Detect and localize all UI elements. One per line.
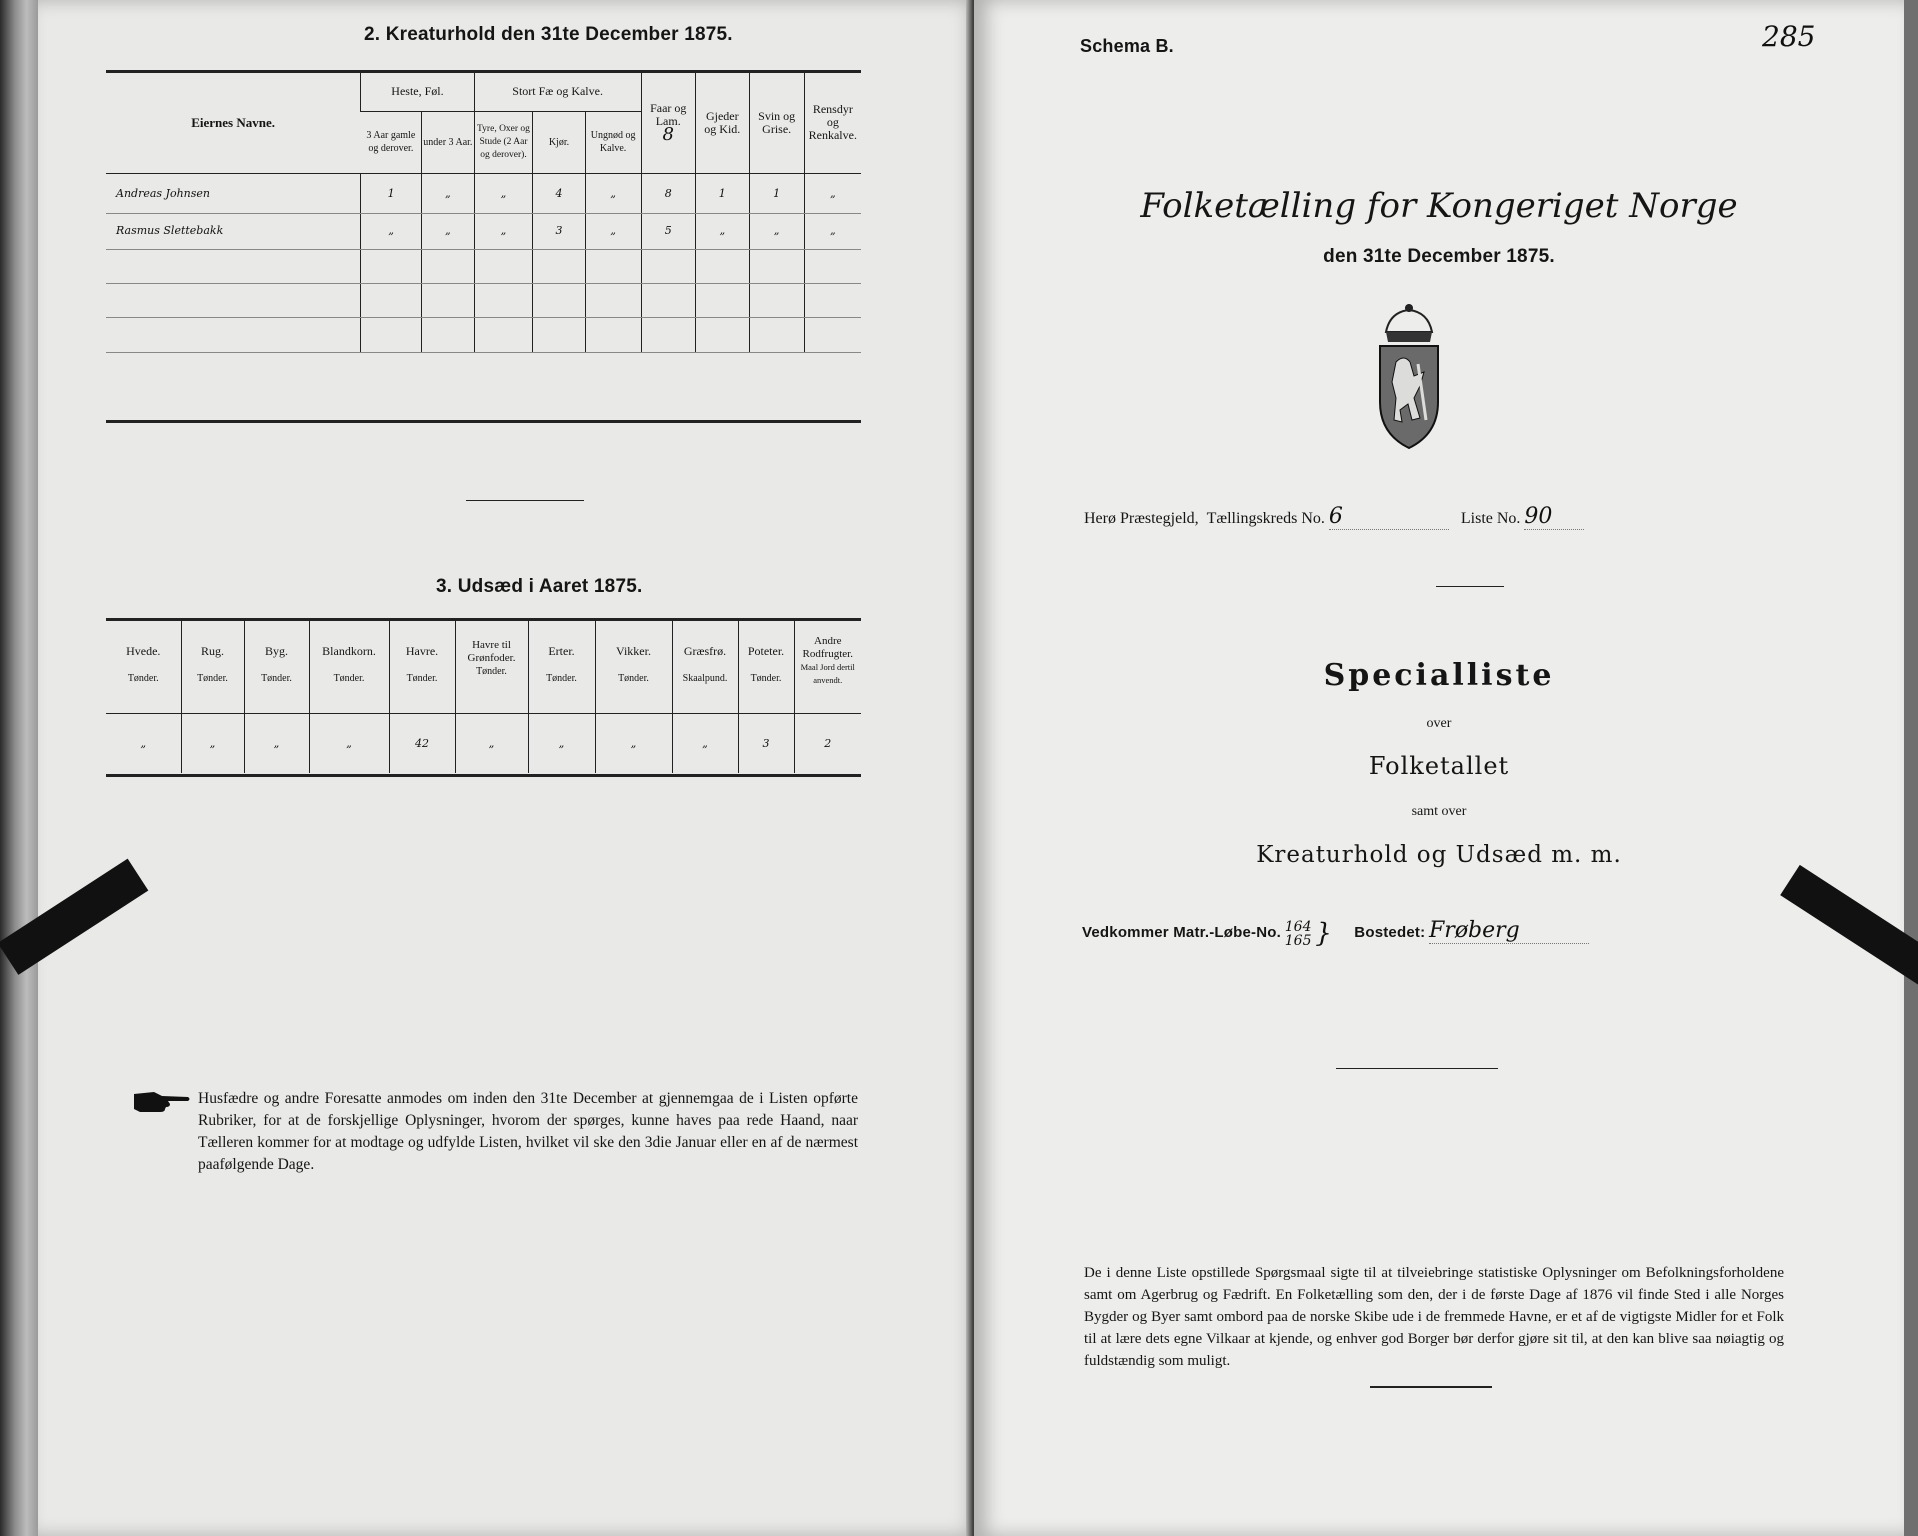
horses-young-header: under 3 Aar. (421, 111, 474, 173)
separator-line (466, 500, 584, 501)
parish-suffix: Præstegjeld, (1119, 510, 1199, 527)
cell: „ (474, 213, 533, 249)
table-row (106, 213, 861, 249)
coat-of-arms-icon (1370, 302, 1448, 450)
horses-header: Heste, Føl. (361, 73, 474, 111)
cell: „ (361, 213, 422, 249)
table-row (106, 173, 861, 213)
cell: „ (804, 173, 861, 213)
matr-numbers: 164 165 (1284, 918, 1312, 949)
cell: „ (672, 713, 738, 773)
mixed-grain-header: Blandkorn. Tønder. (309, 621, 389, 713)
sowing-header-row (106, 621, 861, 713)
bosted-label: Bostedet: (1354, 924, 1426, 941)
page-number: 285 (1762, 20, 1816, 53)
kreaturhold-label: Kreaturhold og Udsæd m. m. (1256, 842, 1622, 868)
cell: „ (421, 213, 474, 249)
oats-header: Havre. Tønder. (389, 621, 455, 713)
cell: „ (695, 213, 749, 249)
cell: „ (474, 173, 533, 213)
document-title: Folketælling for Kongeriget Norge (1140, 186, 1738, 226)
potatoes-header: Poteter. Tønder. (738, 621, 794, 713)
sowing-bottom-rule (106, 774, 861, 777)
row-line (106, 352, 861, 353)
table-row (106, 319, 861, 353)
cell: 1 (749, 173, 804, 213)
district-number: 6 (1329, 504, 1449, 530)
peas-header: Erter. Tønder. (528, 621, 595, 713)
cell: 3 (738, 713, 794, 773)
cell: „ (181, 713, 244, 773)
owner-name: Andreas Johnsen (116, 186, 210, 200)
cell: „ (528, 713, 595, 773)
barley-header: Byg. Tønder. (244, 621, 309, 713)
left-page (38, 0, 980, 1536)
sowing-table (106, 621, 861, 773)
list-label: Liste No. (1460, 510, 1521, 527)
cattle-header: Stort Fæ og Kalve. (474, 73, 641, 111)
wheat-header: Hvede. Tønder. (106, 621, 181, 713)
parish-line (1084, 504, 1584, 530)
pointing-hand-icon (132, 1088, 192, 1114)
cell: 4 (533, 173, 585, 213)
cell: „ (309, 713, 389, 773)
row-line (106, 317, 861, 318)
cell: 3 (533, 213, 585, 249)
goats-header: Gjeder og Kid. (695, 73, 749, 173)
sowing-section-title: 3. Udsæd i Aaret 1875. (436, 576, 643, 597)
row-line (106, 249, 861, 250)
cell: 2 (794, 713, 861, 773)
sowing-values-row (106, 713, 861, 773)
owner-column-header: Eiernes Navne. (106, 73, 361, 173)
separator-line (1436, 586, 1504, 587)
list-number: 90 (1524, 504, 1584, 530)
folketallet-label: Folketallet (1368, 752, 1510, 780)
reindeer-header: Rensdyr og Renkalve. (804, 73, 861, 173)
table-row (106, 285, 861, 319)
bosted-value: Frøberg (1429, 918, 1589, 944)
date-line: den 31te December 1875. (1323, 246, 1555, 267)
book-edge (0, 0, 38, 1536)
owner-name: Rasmus Slettebakk (116, 224, 224, 238)
table-bottom-rule (106, 420, 861, 423)
cell: „ (804, 213, 861, 249)
cell: 1 (695, 173, 749, 213)
grass-seed-header: Græsfrø. Skaalpund. (672, 621, 738, 713)
matr-label: Vedkommer Matr.-Løbe-No. (1082, 924, 1282, 941)
cell: „ (421, 173, 474, 213)
brace: } (1315, 918, 1332, 949)
samt-over-label: samt over (1411, 804, 1467, 819)
bulls-header: Tyre, Oxer og Stude (2 Aar og derover). (474, 111, 533, 173)
green-oats-header: Havre til Grønfoder. Tønder. (455, 621, 528, 713)
cell: 8 (641, 173, 695, 213)
pigs-header: Svin og Grise. (749, 73, 804, 173)
separator-line (1370, 1386, 1492, 1388)
cell: 42 (389, 713, 455, 773)
cell: „ (749, 213, 804, 249)
cell: „ (244, 713, 309, 773)
sheep-header: Faar og Lam. 8 (641, 73, 695, 173)
cell: „ (585, 213, 641, 249)
row-line (106, 283, 861, 284)
cell: „ (595, 713, 672, 773)
table-row (106, 249, 861, 285)
separator-line (1336, 1068, 1498, 1069)
cell: 1 (361, 173, 422, 213)
schema-label: Schema B. (1080, 36, 1174, 56)
parish-name: Herø (1084, 510, 1116, 527)
district-label: Tællingskreds No. (1206, 510, 1325, 527)
cell: „ (140, 736, 147, 750)
over-label: over (1426, 716, 1452, 731)
row-line (106, 213, 861, 214)
right-page (974, 0, 1904, 1536)
rye-header: Rug. Tønder. (181, 621, 244, 713)
specialliste-title: Specialliste (1323, 658, 1555, 693)
livestock-section-title: 2. Kreaturhold den 31te December 1875. (364, 24, 733, 45)
young-cattle-header: Ungnød og Kalve. (585, 111, 641, 173)
cows-header: Kjør. (533, 111, 585, 173)
root-crops-header: Andre Rodfrugter. Maal Jord dertil anvendt. (794, 621, 861, 713)
cell: „ (455, 713, 528, 773)
footer-paragraph: De i denne Liste opstillede Spørgsmaal sigte til at tilveiebringe statistiske Oplysninger om Befolkningsforholdene samt om Agerbrug og Fædrift. En Folketælling som den, der i de første Dage af 1876 vil finde Sted i alle Norges Bygder og Byer samt ombord paa de norske Skibe ude i de fremmede Havne, er et af de vigtigste Midler for et Folk til at lære dets egne Vilkaar at kjende, og enhver god Borger bør derfor gjøre sit til, at den kan blive saa nøiagtig og fuldstændig som muligt. (1084, 1265, 1784, 1369)
cell: „ (585, 173, 641, 213)
vetch-header: Vikker. Tønder. (595, 621, 672, 713)
notice-paragraph: Husfædre og andre Foresatte anmodes om inden den 31te December at gjennemgaa de i Listen opførte Rubriker, for at de forskjellige Oplysninger, hvorom der spørges, kunne haves paa rede Haand, naar Tælleren kommer for at modtage og udfylde Listen, hvilket vil ske den 3die Januar eller en af de nærmest paafølgende Dage. (198, 1090, 858, 1173)
cell: 5 (641, 213, 695, 249)
horses-old-header: 3 Aar gamle og derover. (361, 111, 422, 173)
matr-line (1082, 918, 1589, 949)
